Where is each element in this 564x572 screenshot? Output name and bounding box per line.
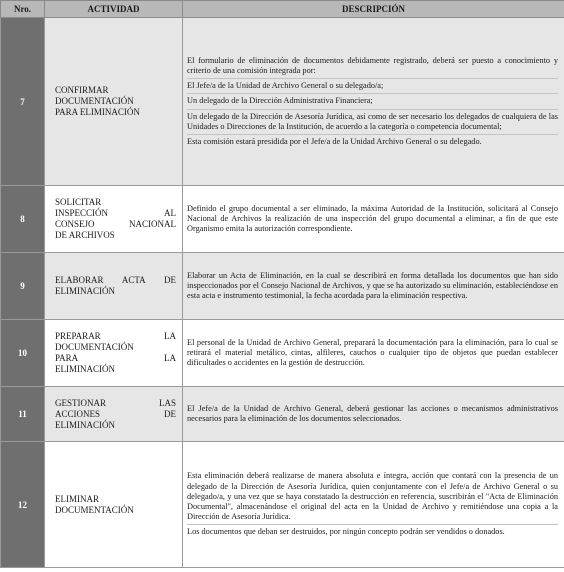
activity-line: ELABORAR ACTA DE (55, 275, 176, 285)
header-nro: Nro. (1, 1, 45, 18)
row-description (183, 320, 564, 387)
row-activity (45, 442, 183, 568)
activity-line: DE ARCHIVOS (55, 230, 115, 240)
activity-line: DOCUMENTACIÓN (55, 504, 134, 515)
row-description (183, 18, 564, 186)
row-number: 9 (1, 253, 45, 320)
description-paragraph: Un delegado de la Dirección Administrativa Financiera; (187, 94, 558, 109)
row-number: 11 (1, 387, 45, 442)
activity-line: GESTIONAR LAS (55, 397, 176, 408)
description-paragraph: El Jefe/a de la Unidad de Archivo General, deberá gestionar las acciones o mecanismos administrativos necesarios para la eliminación de los documentos seleccionados. (187, 403, 558, 423)
activity-line: SOLICITAR (55, 197, 102, 207)
row-number: 8 (1, 186, 45, 253)
table-row (1, 253, 564, 320)
row-description (183, 253, 564, 320)
row-description (183, 387, 564, 442)
row-number: 7 (1, 18, 45, 186)
description-paragraph: Definido el grupo documental a ser eliminado, la máxima Autoridad de la Institución, solicitará al Consejo Nacional de Archivos la realización de una inspección del grupo documental a eliminar, a fin de que este Organismo emita la autorización correspondiente. (187, 203, 558, 234)
row-activity (45, 186, 183, 253)
activity-line: ELIMINACIÓN (55, 364, 115, 374)
activity-line: DOCUMENTACIÓN (55, 342, 134, 352)
description-paragraph: Elaborar un Acta de Eliminación, en la cual se describirá en forma detallada los documentos que han sido inspeccionados por el Consejo Nacional de Archivos, y que se ha autorizado su eliminación, estableciéndose en esta acta e instrumento testimonial, la fecha acordada para la eliminación respectiva. (187, 270, 558, 301)
table-row (1, 320, 564, 387)
activity-line: ELIMINACIÓN (55, 286, 115, 296)
table-row (1, 186, 564, 253)
row-activity (45, 253, 183, 320)
row-description (183, 186, 564, 253)
row-description (183, 442, 564, 568)
activity-line: CONSEJO NACIONAL (55, 219, 176, 229)
row-activity (45, 18, 183, 186)
description-paragraph: El formulario de eliminación de documentos debidamente registrado, deberá ser puesto a conocimiento y criterio de una comisión integrada por: (187, 54, 558, 79)
activity-line: INSPECCIÓN AL (55, 208, 176, 218)
row-number: 12 (1, 442, 45, 568)
activity-line: ELIMINACIÓN (55, 419, 115, 430)
row-activity (45, 387, 183, 442)
activity-line: CONFIRMAR (55, 85, 109, 95)
description-paragraph: Los documentos que deban ser destruidos, por ningún concepto podrán ser vendidos o donados. (187, 527, 505, 537)
activity-line: PREPARAR LA (55, 331, 176, 341)
header-descripcion: DESCRIPCIÓN (183, 1, 564, 18)
description-paragraph: Esta comisión estará presidida por el Jefe/a de la Unidad Archivo General o su delegado. (187, 137, 482, 146)
activity-line: PARA LA (55, 353, 176, 363)
table-row (1, 18, 564, 186)
activity-line: ACCIONES DE (55, 408, 176, 419)
row-number: 10 (1, 320, 45, 387)
table-row (1, 387, 564, 442)
description-paragraph: El personal de la Unidad de Archivo General, preparará la documentación para la eliminación, para lo cual se retirará el material metálico, cintas, alfileres, cauchos o cualquier tipo de objetos que puedan establecer dificultades o accidentes en la gestión de destrucción. (187, 337, 558, 368)
description-paragraph: Esta eliminación deberá realizarse de manera absoluta e íntegra, acción que contará con la presencia de un delegado de la Dirección de Asesoría Jurídica, quien conjuntamente con el Jefe/a de Archivo General o su delegado/a, y una vez que se haya constatado la destrucción en referencia, suscribirán el "Acta de Eliminación Documental", almacenándose el original del acta en la Unidad de Archivo y remitiéndose una copia a la Dirección de Asesoría Jurídica. (187, 469, 558, 525)
header-actividad: ACTIVIDAD (45, 1, 183, 18)
activity-line: DOCUMENTACIÓN (55, 96, 134, 106)
description-paragraph: El Jefe/a de la Unidad de Archivo General o su delegado/a; (187, 79, 558, 94)
table-header-row (1, 1, 564, 18)
row-activity (45, 320, 183, 387)
activity-line: ELIMINAR (55, 493, 99, 504)
table-row (1, 442, 564, 568)
activity-line: PARA ELIMINACIÓN (55, 107, 140, 117)
description-paragraph: Un delegado de la Dirección de Asesoría Jurídica, así como de ser necesario los delegados de cualquiera de las Unidades o Direcciones de la Institución, de acuerdo a la categoría o competencia documental; (187, 110, 558, 135)
